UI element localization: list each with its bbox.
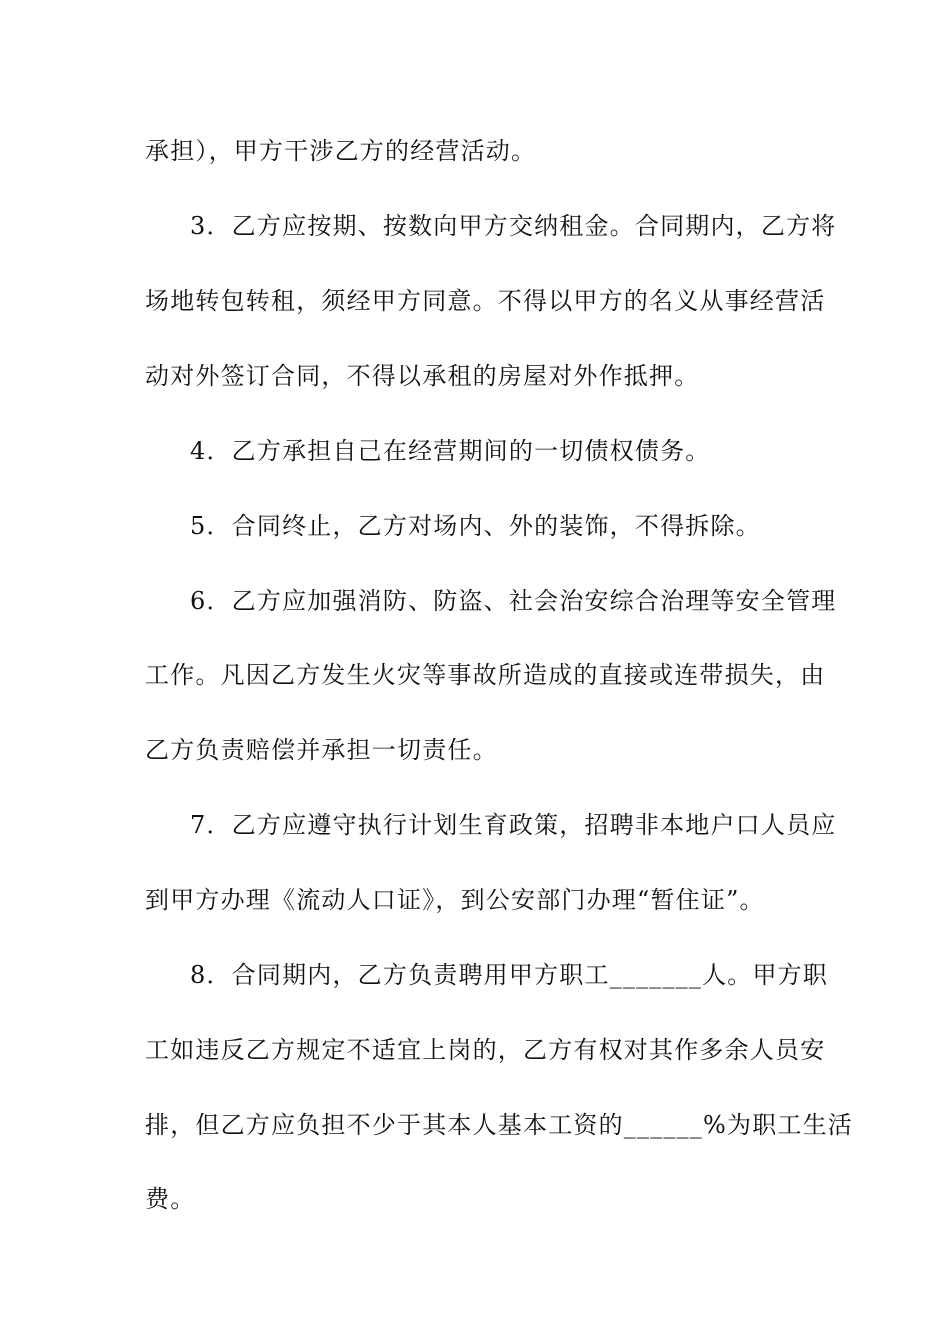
clause-7-line-2: 到甲方办理《流动人口证》，到公安部门办理“暂住证”。 [145,886,765,914]
clause-3-line-2: 场地转包转租，须经甲方同意。不得以甲方的名义从事经营活 [145,287,826,315]
clause-3-line-1: 3．乙方应按期、按数向甲方交纳租金。合同期内，乙方将 [190,212,837,240]
clause-6-line-1: 6．乙方应加强消防、防盗、社会治安综合治理等安全管理 [190,587,837,615]
clause-7-line-1: 7．乙方应遵守执行计划生育政策，招聘非本地户口人员应 [190,811,837,839]
clause-8-line-2: 工如违反乙方规定不适宜上岗的，乙方有权对其作多余人员安 [145,1036,826,1064]
clause-5-line-1: 5．合同终止，乙方对场内、外的装饰，不得拆除。 [190,512,761,540]
text-line-1: 承担），甲方干涉乙方的经营活动。 [145,137,537,165]
clause-8-line-4: 费。 [145,1185,196,1213]
clause-8-line-3: 排，但乙方应负担不少于其本人基本工资的______%为职工生活 [145,1111,854,1139]
clause-3-line-3: 动对外签订合同，不得以承租的房屋对外作抵押。 [145,362,700,390]
clause-6-line-2: 工作。凡因乙方发生火灾等事故所造成的直接或连带损失，由 [145,661,826,689]
clause-6-line-3: 乙方负责赔偿并承担一切责任。 [145,736,498,764]
clause-4-line-1: 4．乙方承担自己在经营期间的一切债权债务。 [190,437,711,465]
clause-8-line-1: 8．合同期内，乙方负责聘用甲方职工_______人。甲方职 [190,961,829,989]
